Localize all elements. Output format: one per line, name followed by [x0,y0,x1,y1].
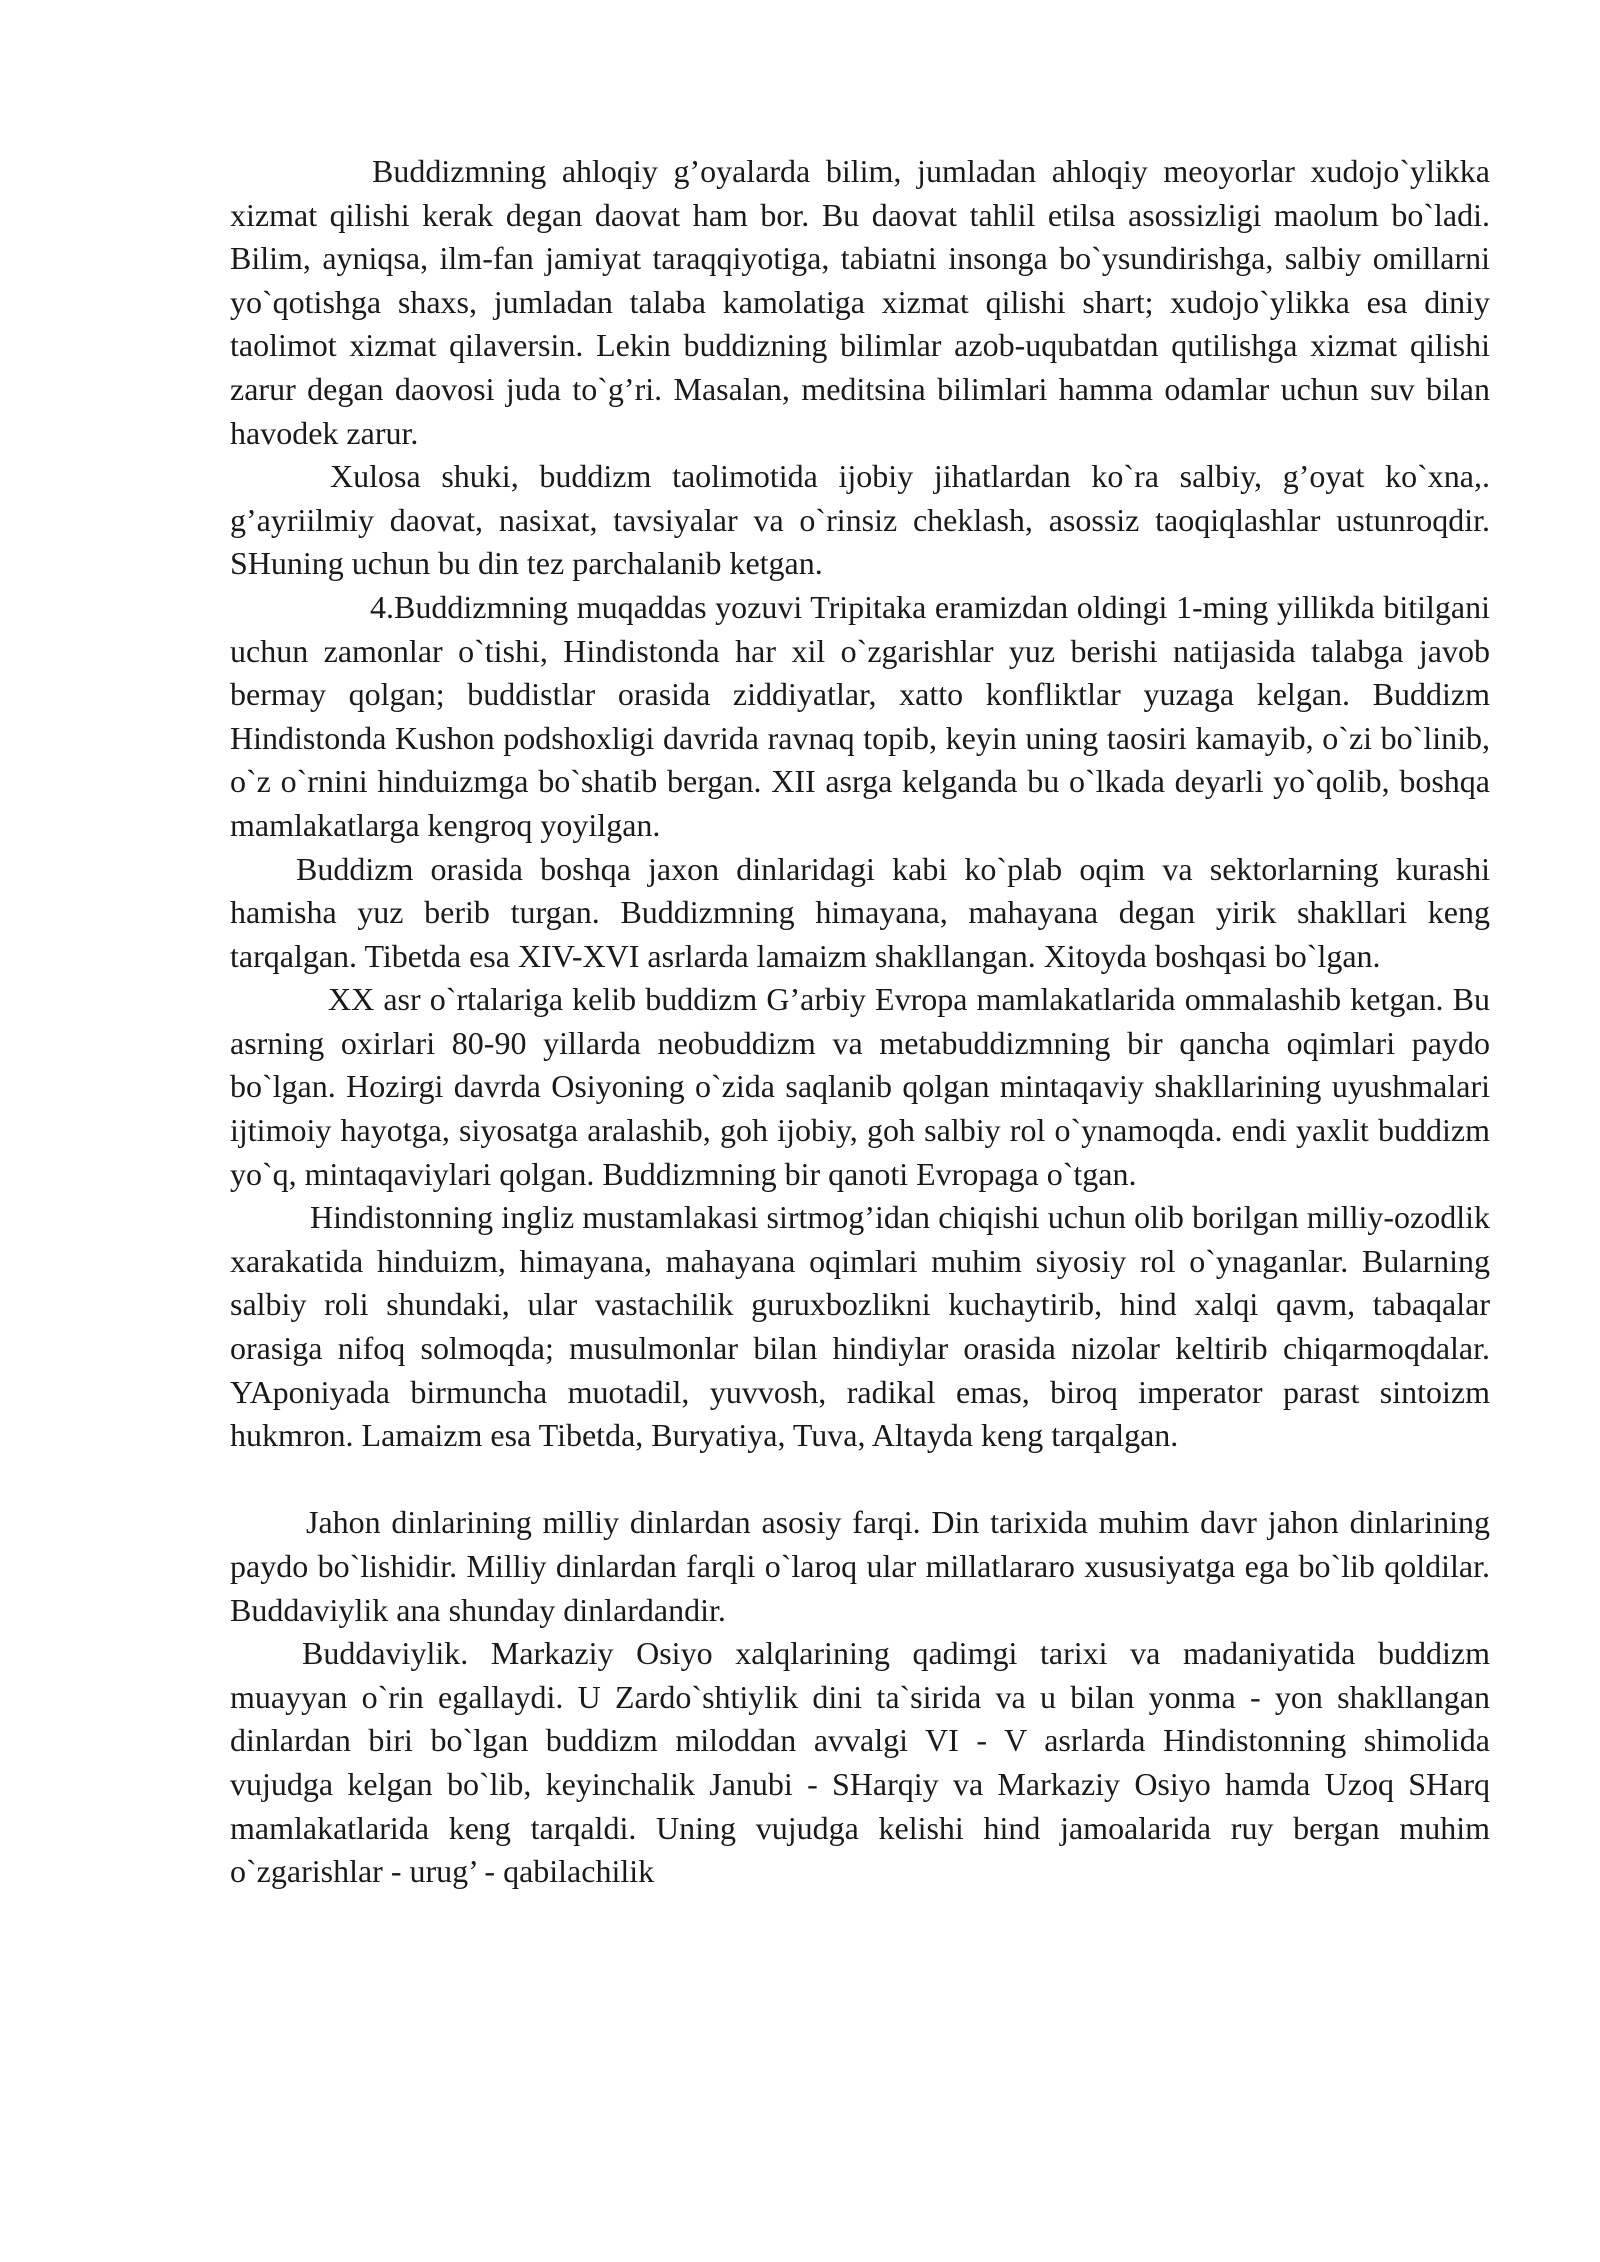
paragraph-conclusion: Xulosa shuki, buddizm taolimotida ijobiy jihatlardan ko`ra salbiy, g’oyat ko`xna,. g’ayriilmiy daovat, nasixat, tavsiyalar va o`rinsiz cheklash, asossiz taoqiqlashlar ustunroqdir. SHuning uchun bu din tez parchalanib ketgan. [230,458,1490,582]
paragraph-ethics-knowledge: Buddizmning ahloqiy g’oyalarda bilim, jumladan ahloqiy meoyorlar xudojo`ylikka xizmat qilishi kerak degan daovat ham bor. Bu daovat tahlil etilsa asossizligi maolum bo`ladi. Bilim, ayniqsa, ilm-fan jamiyat taraqqiyotiga, tabiatni insonga bo`ysundirishga, salbiy omillarni yo`qotishga shaxs, jumladan talaba kamolatiga xizmat qilishi shart; xudojo`ylikka esa diniy taolimot xizmat qilaversin. Lekin buddizning bilimlar azob-uqubatdan qutilishga xizmat qilishi zarur degan daovosi juda to`g’ri. Masalan, meditsina bilimlari hamma odamlar uchun suv bilan havodek zarur. [230,153,1490,451]
document-page [230,150,1490,1894]
paragraph-tripitaka: 4.Buddizmning muqaddas yozuvi Tripitaka eramizdan oldingi 1-ming yillikda bitilgani uchun zamonlar o`tishi, Hindistonda har xil o`zgarishlar yuz berishi natijasida talabga javob bermay qolgan; buddistlar orasida ziddiyatlar, xatto konfliktlar yuzaga kelgan. Buddizm Hindistonda Kushon podshoxligi davrida ravnaq topib, keyin uning taosiri kamayib, o`zi bo`linib, o`z o`rnini hinduizmga bo`shatib bergan. XII asrga kelganda bu o`lkada deyarli yo`qolib, boshqa mamlakatlarga kengroq yoyilgan. [230,588,1490,843]
paragraph-buddhism-central-asia: Buddaviylik. Markaziy Osiyo xalqlarining qadimgi tarixi va madaniyatida buddizm muayyan o`rin egallaydi. U Zardo`shtiylik dini ta`sirida va u bilan yonma - yon shakllangan dinlardan biri bo`lgan buddizm miloddan avvalgi VI - V asrlarda Hindistonning shimolida vujudga kelgan bo`lib, keyinchalik Janubi - SHarqiy va Markaziy Osiyo hamda Uzoq SHarq mamlakatlarida keng tarqaldi. Uning vujudga kelishi hind jamoalarida ruy bergan muhim o`zgarishlar - urug’ - qabilachilik [230,1635,1490,1890]
paragraph-world-religions: Jahon dinlarining milliy dinlardan asosiy farqi. Din tarixida muhim davr jahon dinlarining paydo bo`lishidir. Milliy dinlardan farqli o`laroq ular millatlararo xususiyatga ega bo`lib qoldilar. Buddaviylik ana shunday dinlardandir. [230,1504,1490,1628]
paragraph-twentieth-century: XX asr o`rtalariga kelib buddizm G’arbiy Evropa mamlakatlarida ommalashib ketgan. Bu asrning oxirlari 80-90 yillarda neobuddizm va metabuddizmning bir qancha oqimlari paydo bo`lgan. Hozirgi davrda Osiyoning o`zida saqlanib qolgan mintaqaviy shakllarining uyushmalari ijtimoiy hayotga, siyosatga aralashib, goh ijobiy, goh salbiy rol o`ynamoqda. endi yaxlit buddizm yo`q, mintaqaviylari qolgan. Buddizmning bir qanoti Evropaga o`tgan. [230,981,1490,1192]
blank-line [230,1458,1490,1502]
paragraph-india-liberation: Hindistonning ingliz mustamlakasi sirtmog’idan chiqishi uchun olib borilgan milliy-ozodlik xarakatida hinduizm, himayana, mahayana oqimlari muhim siyosiy rol o`ynaganlar. Bularning salbiy roli shundaki, ular vastachilik guruxbozlikni kuchaytirib, hind xalqi qavm, tabaqalar orasiga nifoq solmoqda; musulmonlar bilan hindiylar orasida nizolar keltirib chiqarmoqdalar. YAponiyada birmuncha muotadil, yuvvosh, radikal emas, biroq imperator parast sintoizm hukmron. Lamaizm esa Tibetda, Buryatiya, Tuva, Altayda keng tarqalgan. [230,1199,1490,1454]
paragraph-sects: Buddizm orasida boshqa jaxon dinlaridagi kabi ko`plab oqim va sektorlarning kurashi hamisha yuz berib turgan. Buddizmning himayana, mahayana degan yirik shakllari keng tarqalgan. Tibetda esa XIV-XVI asrlarda lamaizm shakllangan. Xitoyda boshqasi bo`lgan. [230,850,1490,974]
